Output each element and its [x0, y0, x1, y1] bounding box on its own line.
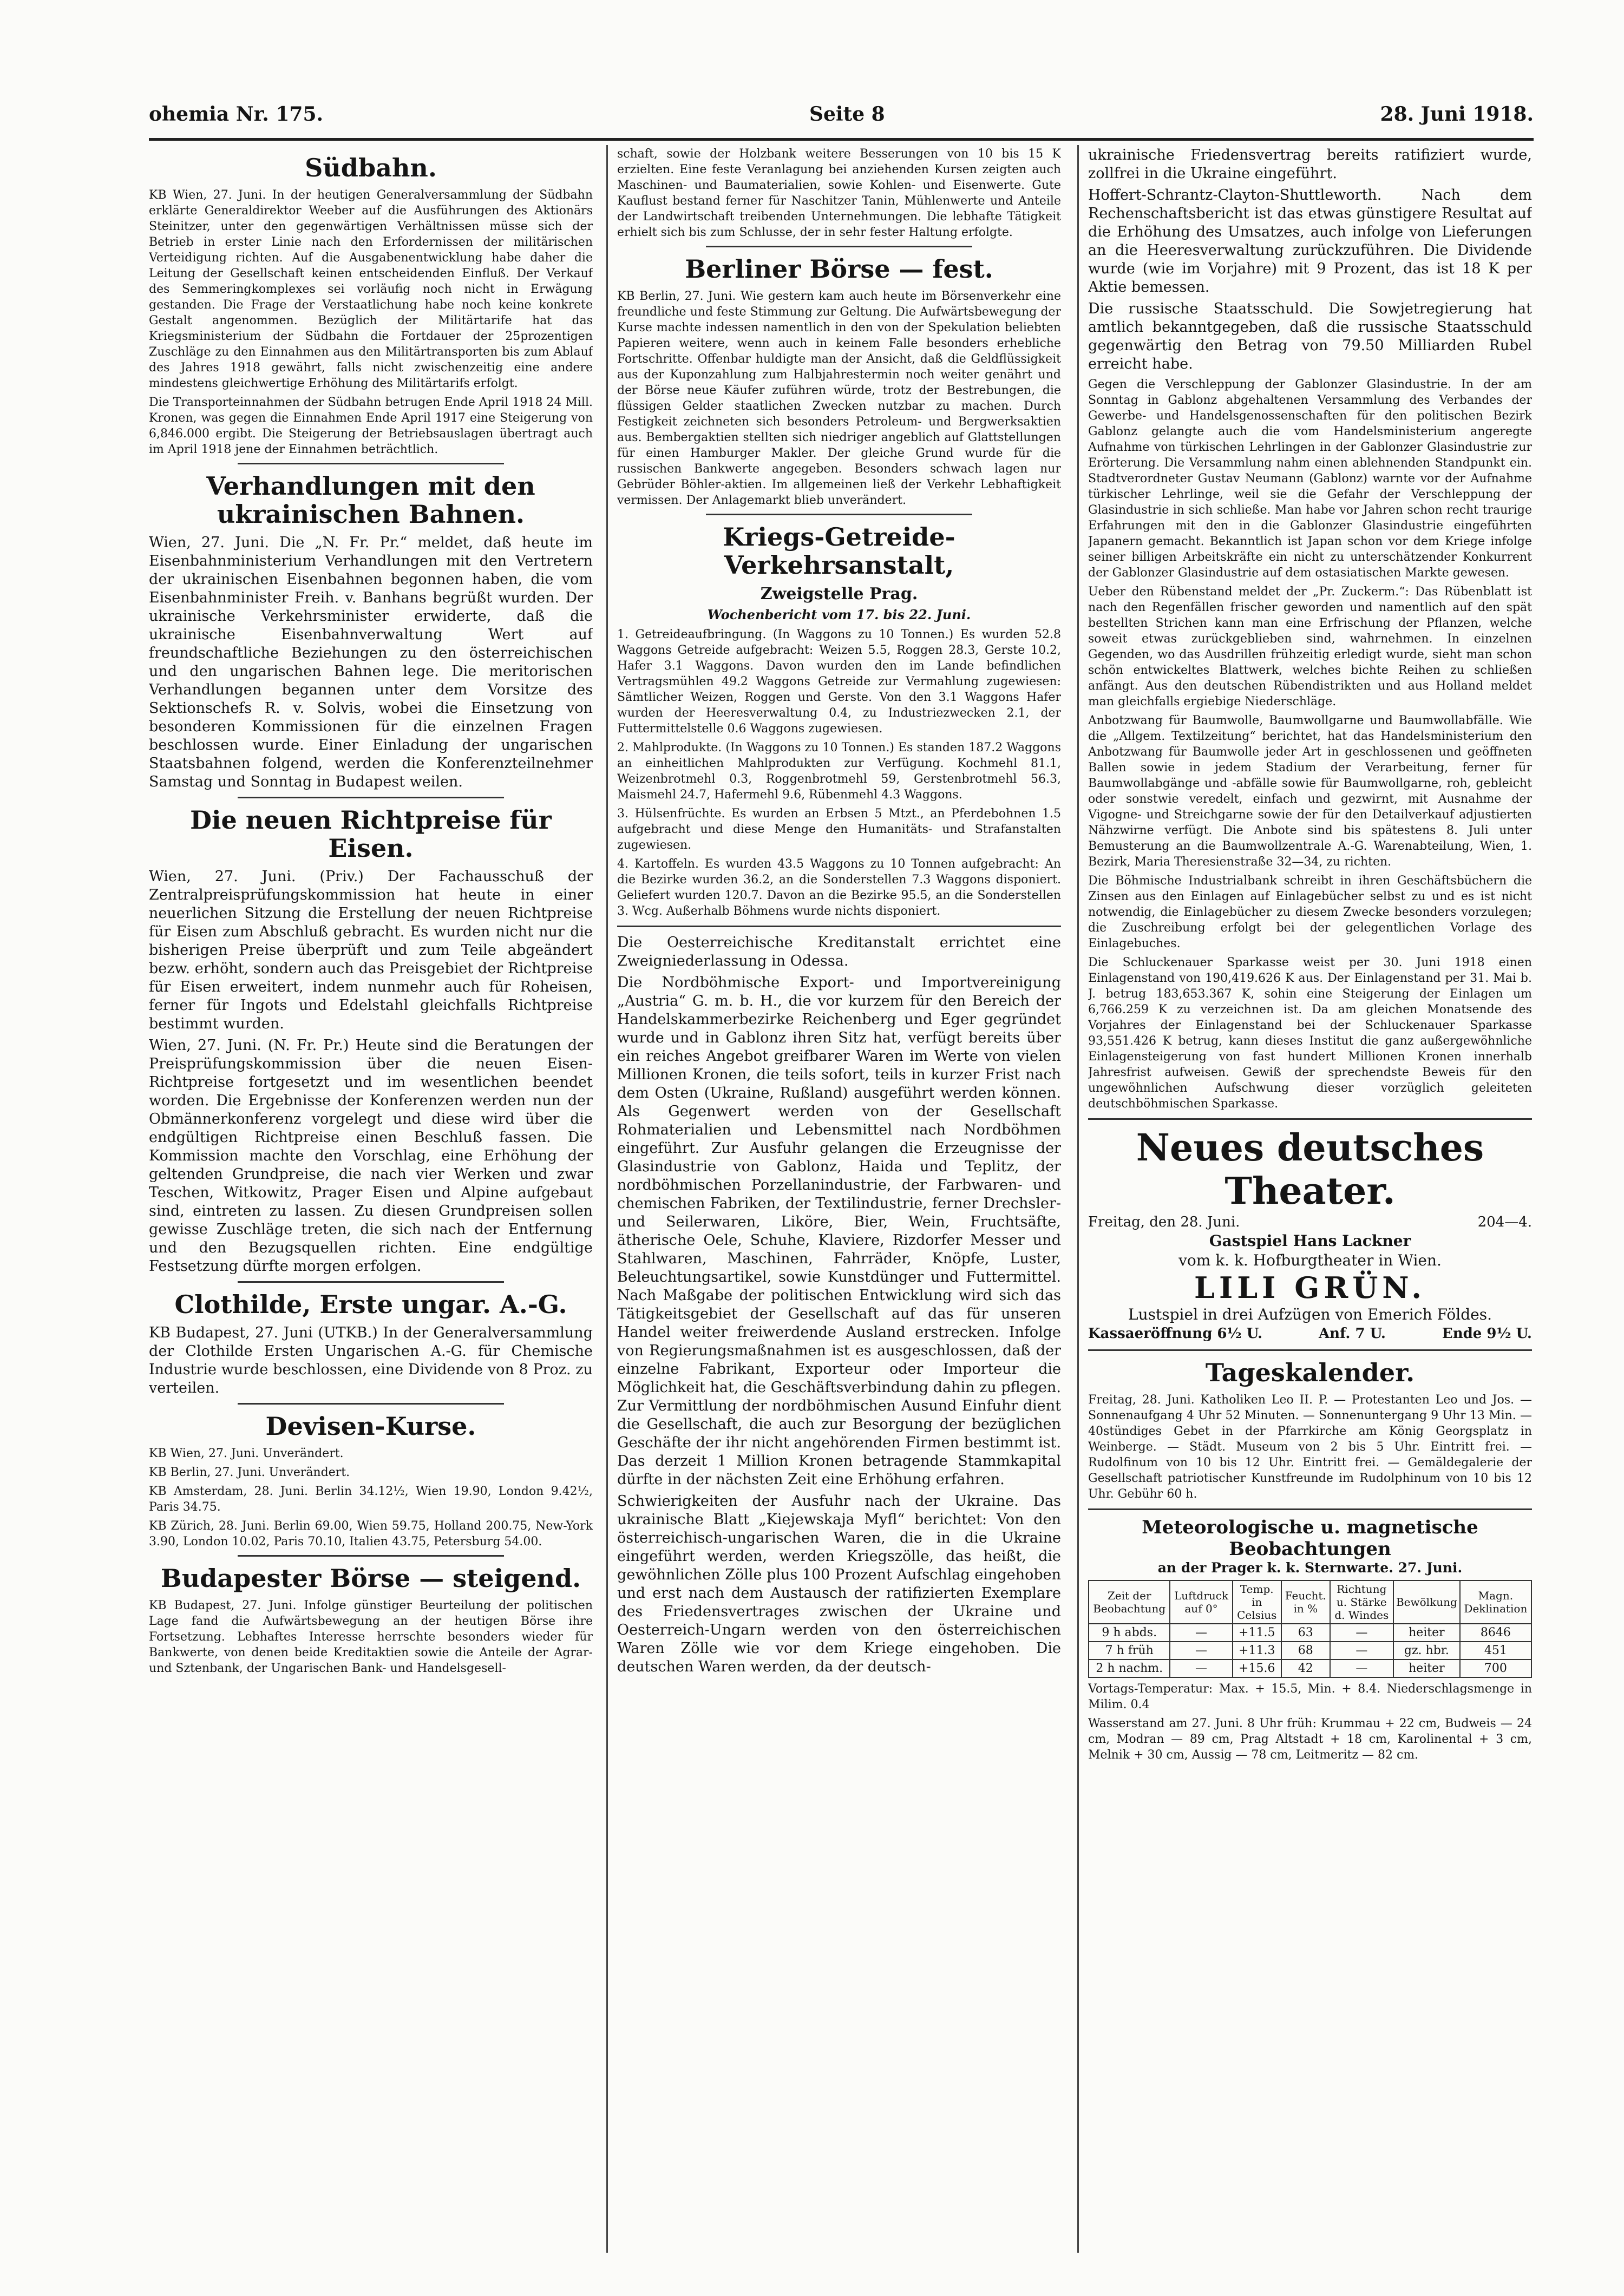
- table-row: [1089, 1659, 1531, 1677]
- divider: [238, 797, 504, 798]
- table-row: [1089, 1642, 1531, 1659]
- table-cell: —: [1330, 1642, 1393, 1659]
- table-cell: gz. hbr.: [1393, 1642, 1460, 1659]
- table-row: [1089, 1624, 1531, 1642]
- divider: [617, 926, 1061, 927]
- daily-calendar-title: Tageskalender.: [1205, 1358, 1415, 1387]
- article-subtitle: Zweigstelle Prag.: [760, 585, 918, 603]
- article-title-suedbahn: Südbahn.: [305, 153, 437, 182]
- table-cell: +11.5: [1233, 1624, 1281, 1642]
- article-text: Wien, 27. Juni. Die „N. Fr. Pr.“ meldet, daß heute im Eisenbahnministerium Verhandlungen mit den Vertretern der ukrainischen Eisenbahnen begonnen haben, die vom Eisenbahnminister Freih. v. Banhans begrüßt wurden. Der ukrainische Verkehrsminister erwiderte, daß die ukrainische Eisenbahnverwaltung Wert auf freundschaftliche Beziehungen zu den österreichischen und den ungarischen Bahnen lege. Die meritorischen Verhandlungen begannen unter dem Vorsitze des Sektionschefs R. v. Solvis, wobei die Einsetzung von besonderen Kommissionen für die einzelnen Fragen beschlossen wurde. Einer Einladung der ungarischen Staatsbahnen folgend, werden die Konferenzteilnehmer Samstag und Sonntag in Budapest weilen.: [149, 534, 593, 790]
- table-cell: 9 h abds.: [1089, 1624, 1170, 1642]
- article-text: 2. Mahlprodukte. (In Waggons zu 10 Tonnen.) Es standen 187.2 Waggons an einheitlichen Mahlprodukten zur Verfügung. Kochmehl 81.1, Weizenbrotmehl 0.3, Roggenbrotmehl 59, Gerstenbrotmehl 56.3, Maismehl 24.7, Hafermehl 9.6, Rübenmehl 4.3 Waggons.: [617, 741, 1061, 802]
- table-cell: —: [1170, 1659, 1232, 1677]
- exchange-rate-line: KB Wien, 27. Juni. Unverändert.: [149, 1447, 344, 1460]
- divider: [1088, 1349, 1532, 1351]
- article-title-clothilde: Clothilde, Erste ungar. A.-G.: [174, 1290, 567, 1319]
- page-header: [149, 103, 1534, 135]
- daily-calendar-text: Freitag, 28. Juni. Katholiken Leo II. P. — Protestanten Leo und Jos. — Sonnenaufgang 4 Uhr 52 Minuten. — Sonnenuntergang 9 Uhr 13 Min. — 40stündiges Gebet in der Pfarrkirche am König Georgsplatz in Weinberge. — Städt. Museum von 2 bis 5 Uhr. Eintritt frei. — Rudolfinum von 10 bis 12 Uhr. Eintritt frei. — Gemäldegalerie der Gesellschaft patriotischer Kunstfreunde im Rudolphinum von 10 bis 12 Uhr. Gebühr 60 h.: [1088, 1393, 1532, 1501]
- article-text: Schwierigkeiten der Ausfuhr nach der Ukraine. Das ukrainische Blatt „Kiejewskaja Myfl“ berichtet: Von den österreichisch-ungarischen Waren, die in die Ukraine eingeführt werden, werden Kriegszölle, das heißt, die gewöhnlichen Zölle plus 100 Prozent Aufschlag eingehoben und erst nach dem Austausch der ratifizierten Exemplare des Friedensvertrages zwischen der Ukraine und Oesterreich-Ungarn werden von den österreichischen Waren Zölle wie vor dem Kriege eingehoben. Die deutschen Waren werden, da der deutsch-: [617, 1493, 1061, 1675]
- column-2: [617, 146, 1061, 2253]
- header-date: 28. Juni 1918.: [1380, 103, 1534, 126]
- page-number: Seite 8: [809, 103, 885, 126]
- column-header: Bewölkung: [1393, 1580, 1460, 1624]
- theater-date: Freitag, den 28. Juni.: [1088, 1214, 1240, 1230]
- guest-origin: vom k. k. Hofburgtheater in Wien.: [1178, 1251, 1442, 1269]
- article-text: Die Böhmische Industrialbank schreibt in ihren Geschäftsbüchern die Zinsen aus den Einlagen auf Einlagebücher selbst zu und es ist nicht notwendig, die Einlagebücher zu diesem Zwecke besonders vorzulegen; die Zuschreibung erfolgt bei der gelegentlichen Vorlage des Einlagebuches.: [1088, 874, 1532, 950]
- observations-subtitle: an der Prager k. k. Sternwarte. 27. Juni.: [1157, 1560, 1463, 1576]
- article-text: 3. Hülsenfrüchte. Es wurden an Erbsen 5 Mtzt., an Pferdebohnen 1.5 aufgebracht und diese Menge den Humanitäts- und Strafanstalten zugewiesen.: [617, 807, 1061, 852]
- exchange-rate-line: KB Berlin, 27. Juni. Unverändert.: [149, 1466, 350, 1479]
- column-header: Richtung u. Stärke d. Windes: [1330, 1580, 1393, 1624]
- article-text: 4. Kartoffeln. Es wurden 43.5 Waggons zu 10 Tonnen aufgebracht: An die Bezirke wurden 36.2, an die Sonderstellen 7.3 Waggons disponiert. Geliefert wurden 120.7. Davon an die Bezirke 95.5, an die Sonderstellen 3. Wcg. Außerhalb Böhmens wurde nichts disponiert.: [617, 857, 1061, 918]
- weather-table: [1088, 1580, 1532, 1678]
- table-cell: 42: [1281, 1659, 1330, 1677]
- table-cell: heiter: [1393, 1624, 1460, 1642]
- article-title-berlin-exchange: Berliner Börse — fest.: [685, 254, 993, 284]
- box-office-opening: Kassaeröffnung 6½ U.: [1088, 1326, 1263, 1342]
- article-title-budapest-exchange: Budapester Börse — steigend.: [160, 1564, 581, 1593]
- table-cell: —: [1170, 1642, 1232, 1659]
- article-text: KB Wien, 27. Juni. In der heutigen Generalversammlung der Südbahn erklärte Generaldirektor Weeber auf die Ausführungen des Aktionärs Steinitzer, unter den gegenwärtigen Verhältnissen müsse sich der Betrieb in erster Linie nach den Erfordernissen der militärischen Verteidigung richten. Auf die Ausgabenentwicklung habe daher die Leitung der Gesellschaft keinen entscheidenden Einfluß. Der Verkauf des Semmeringkomplexes sei vorläufig noch nicht in Erwägung gestanden. Die Frage der Verstaatlichung habe noch keine konkrete Gestalt angenommen. Bezüglich der Militärtarife hat das Kriegsministerium der Südbahn die Fortdauer der 25prozentigen Zuschläge zu den Einnahmen aus den Militärtransporten bis zum Ablauf des Jahres 1918 gewährt, falls nicht zwischenzeitig eine andere mindestens gleichwertige Erhöhung des Militärtarifs erfolgt.: [149, 188, 593, 390]
- exchange-rate-line: KB Amsterdam, 28. Juni. Berlin 34.12½, Wien 19.90, London 9.42½, Paris 34.75.: [149, 1485, 593, 1514]
- table-cell: 68: [1281, 1642, 1330, 1659]
- theater-title: Neues deutsches Theater.: [1136, 1126, 1484, 1213]
- observations-title: Meteorologische u. magnetische Beobachtungen: [1142, 1517, 1478, 1560]
- column-1: [149, 146, 593, 2253]
- table-cell: —: [1330, 1659, 1393, 1677]
- guest-performance: Gastspiel Hans Lackner: [1209, 1232, 1411, 1250]
- divider: [238, 463, 504, 464]
- temperature-note: Vortags-Temperatur: Max. + 15.5, Min. + 8.4. Niederschlagsmenge in Milim. 0.4: [1088, 1682, 1532, 1711]
- article-text: Hoffert-Schrantz-Clayton-Shuttleworth. Nach dem Rechenschaftsbericht ist das etwas günstigere Resultat auf die Erhöhung des Umsatzes, auch infolge von Lieferungen an die Heeresverwaltung zurückzuführen. Die Dividende wurde (wie im Vorjahre) mit 9 Prozent, das ist 18 K per Aktie bemessen.: [1088, 187, 1532, 296]
- article-text: Ueber den Rübenstand meldet der „Pr. Zuckerm.“: Das Rübenblatt ist nach den Regenfällen frischer geworden und namentlich auf den spät bestellten Strichen kann man eine Erfrischung der Pflanzen, welche soweit etwas zurückgeblieben sind, wahrnehmen. In einzelnen Gegenden, wo das Ausdrillen frühzeitig erledigt wurde, sieht man schon schön entwickeltes Blattwerk, welches bichte Reihen zu schließen anfängt. Aus den deutschen Rübendistrikten und aus Holland meldet man gleichfalls ergiebige Niederschläge.: [1088, 585, 1532, 709]
- article-text: Wien, 27. Juni. (N. Fr. Pr.) Heute sind die Beratungen der Preisprüfungskommission über die neuen Eisen-Richtpreise fortgesetzt und im wesentlichen beendet worden. Die Ergebnisse der Konferenzen werden nun der Obmännerkonferenz vorgelegt und diese wird über die endgültigen Richtpreise einen Beschluß fassen. Die Kommission machte den Vorschlag, eine Erhöhung der geltenden Grundpreise, die nach vier Werken und zwar Teschen, Witkowitz, Prager Eisen und Alpine aufgebaut sind, eintreten zu lassen. Zu diesen Grundpreisen sollen gewisse Zuschläge treten, die sich nach der Entfernung und den Bezugsquellen richten. Eine endgültige Festsetzung dürfte morgen erfolgen.: [149, 1037, 593, 1275]
- article-text: 1. Getreideaufbringung. (In Waggons zu 10 Tonnen.) Es wurden 52.8 Waggons Getreide aufgebracht: Weizen 5.5, Roggen 28.3, Gerste 10.2, Hafer 3.1 Waggons. Davon wurden den im Lande befindlichen Vertragsmühlen 49.2 Waggons Getreide zur Vermahlung zugewiesen: Sämtlicher Weizen, Roggen und Gerste. Von den 3.1 Waggons Hafer wurden der Heeresverwaltung 0.4, zu Industriezwecken 2.1, der Futtermittelstelle 0.6 Waggons zugewiesen.: [617, 628, 1061, 736]
- weather-table-header: [1089, 1580, 1531, 1624]
- article-text: Gegen die Verschleppung der Gablonzer Glasindustrie. In der am Sonntag in Gablonz abgehaltenen Versammlung des Verbandes der Gewerbe- und Handelsgenossenschaften für den politischen Bezirk Gablonz gelangte auch die vom Handelsministerium angeregte Aufnahme von türkischen Lehrlingen in der Gablonzer Glasindustrie zur Erörterung. Die Versammlung nahm einen ablehnenden Standpunkt ein. Stadtverordneter Gustav Neumann (Gablonz) warnte vor der Aufnahme türkischer Lehrlinge, weil sie die Gefahr der Verschleppung der Glasindustrie in sich schließe. Man habe vor Jahren schon recht traurige Erfahrungen mit den in die Gablonzer Glasindustrie eingeführten Japanern gemacht. Bekanntlich ist Japan schon vor dem Kriege infolge seiner billigen Arbeitskräfte ein nicht zu unterschätzender Konkurrent der Gablonzer Glasindustrie auf dem ostasiatischen Markte gewesen.: [1088, 378, 1532, 580]
- divider: [706, 246, 972, 247]
- column-header: Zeit der Beobachtung: [1089, 1580, 1170, 1624]
- column-3: [1088, 146, 1532, 2253]
- column-header: Feucht. in %: [1281, 1580, 1330, 1624]
- article-text: Anbotzwang für Baumwolle, Baumwollgarne und Baumwollabfälle. Wie die „Allgem. Textilzeitung“ berichtet, hat das Handelsministerium den Anbotzwang für Baumwolle jeder Art in geschlossenen und geöffneten Ballen sowie in jedem Stadium der Verarbeitung, ferner für Baumwollabgänge und -abfälle sowie für Baumwollgarne, roh, gebleicht oder sonstwie veredelt, einfach und gezwirnt, mit Ausnahme der Vigogne- und Streichgarne sowie der für den Detailverkauf adjustierten Nähzwirne verfügt. Die Anbote sind bis spätestens 8. Juli unter Bemusterung an die Baumwollzentrale A.-G. Warenabteilung, Wien, 1. Bezirk, Maria Theresienstraße 32—34, zu richten.: [1088, 714, 1532, 869]
- column-divider: [606, 145, 608, 2253]
- article-text: Wien, 27. Juni. (Priv.) Der Fachausschuß der Zentralpreisprüfungskommission hat heute in einer neuerlichen Sitzung die Erstellung der neuen Richtpreise für Eisen zum Abschluß gebracht. Es wurden nicht nur die bisherigen Preise überprüft und zum Teile abgeändert bezw. erhöht, sondern auch das Preisgebiet der Richtpreise für Eisen erweitert, indem nunmehr auch für Roheisen, ferner für Ingots und Edelstahl gleichfalls Richtpreise bestimmt wurden.: [149, 868, 593, 1032]
- weekly-report-heading: Wochenbericht vom 17. bis 22. Juni.: [707, 607, 971, 622]
- column-header: Temp. in Celsius: [1233, 1580, 1281, 1624]
- column-header: Magn. Deklination: [1460, 1580, 1531, 1624]
- water-level-note: Wasserstand am 27. Juni. 8 Uhr früh: Krummau + 22 cm, Budweis — 24 cm, Modran — 89 cm, Prag Altstadt + 18 cm, Karolinental + 3 cm, Melnik + 30 cm, Aussig — 78 cm, Leitmeritz — 82 cm.: [1088, 1717, 1532, 1762]
- article-text: Die Nordböhmische Export- und Importvereinigung „Austria“ G. m. b. H., die vor kurzem für den Bereich der Handelskammerbezirke Reichenberg und Eger gegründet wurde und in Gablonz ihren Sitz hat, verfügt bereits über ein reiches Angebot greifbarer Waren im Werte von vielen Millionen Kronen, die teils sofort, teils in kurzer Frist nach dem Osten (Ukraine, Rußland) ausgeführt werden können. Als Gegenwert werden von der Gesellschaft Rohmaterialien und Lebensmittel nach Nordböhmen eingeführt. Zur Ausfuhr gelangen die Erzeugnisse der Glasindustrie von Gablonz, Haida und Teplitz, der nordböhmischen Porzellanindustrie, der Farbwaren- und chemischen Fabriken, der Textilindustrie, ferner Drechsler- und Seilerwaren, Liköre, Bier, Wein, Fruchtsäfte, ätherische Oele, Schuhe, Klaviere, Rizdorfer Messer und Stahlwaren, Maschinen, Fahrräder, Knöpfe, Luster, Beleuchtungsartikel, sowie Kunstdünger und Futtermittel. Nach Maßgabe der politischen Entwicklung wird sich das Tätigkeitsgebiet der Gesellschaft auf das für unseren Handel weiter freiwerdende Ausland erstrecken. Infolge von Regierungsmaßnahmen ist es ausgeschlossen, daß der einzelne Fabrikant, Exporteur oder Importeur die Möglichkeit hat, die Geschäftsverbindung dahin zu pflegen. Zur Vermittlung der nordböhmischen Ausund Einfuhr dient die Gesellschaft, die auch zur Besorgung der bezüglichen Geschäfte der ihr nicht angehörenden Firmen bestimmt ist. Das derzeit 1 Million Kronen betragende Stammkapital dürfte in der nächsten Zeit eine Erhöhung erfahren.: [617, 974, 1061, 1488]
- theater-date-line: [1088, 1213, 1532, 1231]
- article-text: ukrainische Friedensvertrag bereits ratifiziert wurde, zollfrei in die Ukraine eingeführt.: [1088, 147, 1532, 182]
- article-title-iron-prices: Die neuen Richtpreise für Eisen.: [190, 805, 552, 863]
- end-time: Ende 9½ U.: [1442, 1326, 1532, 1342]
- table-cell: 7 h früh: [1089, 1642, 1170, 1659]
- article-text: KB Berlin, 27. Juni. Wie gestern kam auch heute im Börsenverkehr eine freundliche und feste Stimmung zur Geltung. Die Aufwärtsbewegung der Kurse machte indessen namentlich in den von der Spekulation beliebten Papieren weitere, wenn auch in keinem Falle besonders erhebliche Fortschritte. Offenbar huldigte man der Ansicht, daß die Geldflüssigkeit aus der Kuponzahlung zum Halbjahrestermin noch weiter genährt und der Börse neue Käufer zuführen würde, trotz der Bestrebungen, die flüssigen Gelder staatlichen Zwecken nutzbar zu machen. Durch Festigkeit zeichneten sich besonders Petroleum- und Bergwerksaktien aus. Bembergaktien stellten sich niedriger angeblich auf Glattstellungen für einen Hamburger Makler. Der gleiche Grund wurde für die russischen Bankwerte angegeben. Besonders schwach lagen nur Gebrüder Böhler-aktien. Im allgemeinen ließ der Verkehr Lebhaftigkeit vermissen. Der Anlagemarkt blieb unverändert.: [617, 290, 1061, 507]
- header-rule: [149, 138, 1534, 141]
- divider: [1088, 1118, 1532, 1120]
- article-title-devisen: Devisen-Kurse.: [265, 1412, 476, 1441]
- header-left: ohemia Nr. 175.: [149, 103, 324, 126]
- table-cell: —: [1170, 1624, 1232, 1642]
- divider: [706, 514, 972, 515]
- divider: [238, 1555, 504, 1557]
- play-title: LILI GRÜN.: [1194, 1270, 1426, 1305]
- divider: [238, 1281, 504, 1283]
- column-divider: [1077, 145, 1079, 2253]
- start-time: Anf. 7 U.: [1319, 1326, 1386, 1342]
- play-description: Lustspiel in drei Aufzügen von Emerich Földes.: [1128, 1306, 1492, 1323]
- article-text: KB Budapest, 27. Juni. Infolge günstiger Beurteilung der politischen Lage fand die Aufwärtsbewegung an der heutigen Börse ihre Fortsetzung. Lebhaftes Interesse herrschte besonders wieder für Bankwerte, von denen beide Kreditaktien sowie die Anteile der Agrar- und Sztenbank, der Ungarischen Bank- und Handelsgesell-: [149, 1599, 593, 1675]
- article-text: schaft, sowie der Holzbank weitere Besserungen von 10 bis 15 K erzielten. Eine feste Veranlagung bei anziehenden Kursen zeigten auch Maschinen- und Baumaterialien, sowie Kohlen- und Eisenwerte. Gute Kauflust bestand ferner für Naschitzer Tanin, Mühlenwerte und Anteile der Landwirtschaft treibenden Unternehmungen. Die lebhafte Tätigkeit erhielt sich bis zum Schlusse, der in sehr fester Haltung erfolgte.: [617, 147, 1061, 239]
- table-cell: 8646: [1460, 1624, 1531, 1642]
- table-cell: +15.6: [1233, 1659, 1281, 1677]
- article-title-kriegs-getreide: Kriegs-Getreide-Verkehrsanstalt,: [723, 522, 955, 580]
- article-text: Die Oesterreichische Kreditanstalt errichtet eine Zweigniederlassung in Odessa.: [617, 934, 1061, 969]
- table-cell: 451: [1460, 1642, 1531, 1659]
- article-text: Die russische Staatsschuld. Die Sowjetregierung hat amtlich bekanntgegeben, daß die russische Staatsschuld gegenwärtig den Betrag von 79.50 Milliarden Rubel erreicht habe.: [1088, 300, 1532, 372]
- table-cell: —: [1330, 1624, 1393, 1642]
- table-cell: 63: [1281, 1624, 1330, 1642]
- theater-number: 204—4.: [1477, 1214, 1532, 1230]
- article-text: Die Transporteinnahmen der Südbahn betrugen Ende April 1918 24 Mill. Kronen, was gegen die Einnahmen Ende April 1917 eine Steigerung von 6,846.000 ergibt. Die Steigerung der Betriebsauslagen übertragt auch im April 1918 jene der Einnahmen beträchtlich.: [149, 396, 593, 456]
- column-header: Luftdruck auf 0°: [1170, 1580, 1232, 1624]
- table-cell: heiter: [1393, 1659, 1460, 1677]
- table-cell: 2 h nachm.: [1089, 1659, 1170, 1677]
- theater-announcement: [1088, 1126, 1532, 1343]
- article-text: KB Budapest, 27. Juni (UTKB.) In der Generalversammlung der Clothilde Ersten Ungarischen A.-G. für Chemische Industrie wurde beschlossen, eine Dividende von 8 Proz. zu verteilen.: [149, 1324, 593, 1396]
- theater-times: [1088, 1324, 1532, 1343]
- article-title-ukraine-railways: Verhandlungen mit den ukrainischen Bahnen.: [206, 471, 535, 529]
- exchange-rate-line: KB Zürich, 28. Juni. Berlin 69.00, Wien 59.75, Holland 200.75, New-York 3.90, London 10.02, Paris 70.10, Italien 43.75, Petersburg 54.00.: [149, 1519, 593, 1549]
- divider: [238, 1403, 504, 1405]
- table-cell: 700: [1460, 1659, 1531, 1677]
- table-cell: +11.3: [1233, 1642, 1281, 1659]
- divider: [1088, 1508, 1532, 1510]
- article-text: Die Schluckenauer Sparkasse weist per 30. Juni 1918 einen Einlagenstand von 190,419.626 K aus. Der Einlagenstand per 31. Mai b. J. betrug 183,653.367 K, sohin eine Steigerung der Einlagen um 6,766.259 K zu verzeichnen ist. Da am gleichen Monatsende des Vorjahres der Einlagenstand bei der Schluckenauer Sparkasse 93,551.426 K betrug, kann dieses Institut die ganz außergewöhnliche Einlagensteigerung von fast hundert Millionen Kronen innerhalb Jahresfrist aufweisen. Gewiß der sprechendste Beweis für den ungewöhnlichen Aufschwung dieser vorzüglich geleiteten deutschböhmischen Sparkasse.: [1088, 956, 1532, 1111]
